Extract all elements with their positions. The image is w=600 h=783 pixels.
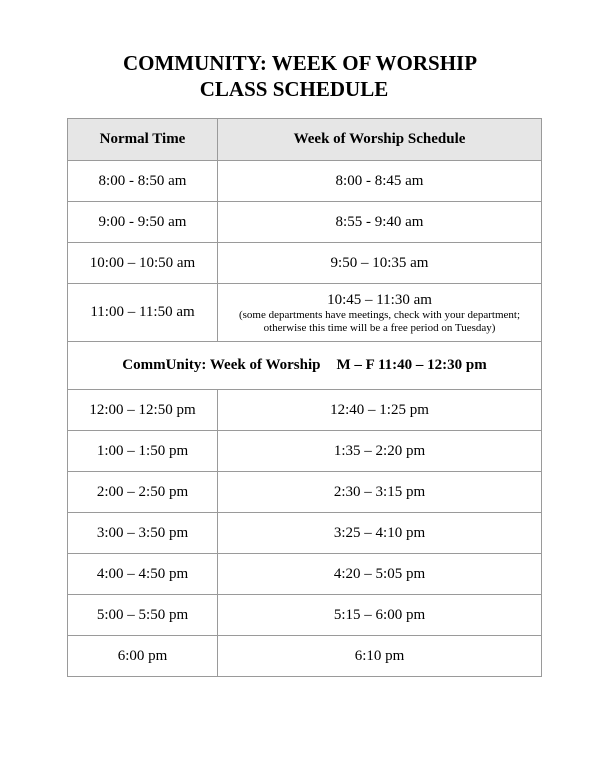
worship-time-cell: 8:00 - 8:45 am bbox=[218, 161, 542, 202]
header-row bbox=[68, 119, 542, 161]
worship-time-cell: 8:55 - 9:40 am bbox=[218, 202, 542, 243]
worship-time-cell: 4:20 – 5:05 pm bbox=[218, 554, 542, 595]
worship-time-cell: 1:35 – 2:20 pm bbox=[218, 431, 542, 472]
table-row bbox=[68, 243, 542, 284]
table-row bbox=[68, 472, 542, 513]
worship-banner-row bbox=[68, 342, 542, 390]
document-title bbox=[0, 50, 600, 102]
worship-time-text: 10:45 – 11:30 am bbox=[327, 291, 432, 308]
table-row-with-note bbox=[68, 284, 542, 342]
worship-time-cell: 6:10 pm bbox=[218, 636, 542, 677]
title-line-2: CLASS SCHEDULE bbox=[199, 77, 389, 101]
table-row bbox=[68, 636, 542, 677]
normal-time-cell: 11:00 – 11:50 am bbox=[68, 284, 218, 342]
worship-time-cell: 12:40 – 1:25 pm bbox=[218, 390, 542, 431]
worship-time-cell: 9:50 – 10:35 am bbox=[218, 243, 542, 284]
table-row bbox=[68, 431, 542, 472]
worship-banner-cell bbox=[68, 342, 542, 390]
normal-time-cell: 9:00 - 9:50 am bbox=[68, 202, 218, 243]
normal-time-header: Normal Time bbox=[68, 119, 218, 161]
table-row bbox=[68, 554, 542, 595]
banner-label: CommUnity: Week of Worship bbox=[122, 357, 321, 373]
worship-time-cell: 2:30 – 3:15 pm bbox=[218, 472, 542, 513]
table-row bbox=[68, 595, 542, 636]
worship-time-cell: 3:25 – 4:10 pm bbox=[218, 513, 542, 554]
normal-time-cell: 6:00 pm bbox=[68, 636, 218, 677]
normal-time-cell: 3:00 – 3:50 pm bbox=[68, 513, 218, 554]
worship-schedule-header: Week of Worship Schedule bbox=[218, 119, 542, 161]
worship-time-cell bbox=[218, 284, 542, 342]
table-row bbox=[68, 513, 542, 554]
title-line-1: COMMUNITY: WEEK OF WORSHIP bbox=[122, 51, 478, 75]
department-note-line-1: (some departments have meetings, check with your department; bbox=[238, 308, 521, 321]
normal-time-cell: 4:00 – 4:50 pm bbox=[68, 554, 218, 595]
department-note-line-2: otherwise this time will be a free period on Tuesday) bbox=[263, 321, 496, 334]
banner-days-time: M – F 11:40 – 12:30 pm bbox=[336, 357, 487, 373]
normal-time-cell: 1:00 – 1:50 pm bbox=[68, 431, 218, 472]
normal-time-cell: 8:00 - 8:50 am bbox=[68, 161, 218, 202]
schedule-table bbox=[67, 118, 542, 677]
normal-time-cell: 12:00 – 12:50 pm bbox=[68, 390, 218, 431]
table-row bbox=[68, 161, 542, 202]
normal-time-cell: 10:00 – 10:50 am bbox=[68, 243, 218, 284]
worship-time-cell: 5:15 – 6:00 pm bbox=[218, 595, 542, 636]
normal-time-cell: 5:00 – 5:50 pm bbox=[68, 595, 218, 636]
table-row bbox=[68, 202, 542, 243]
normal-time-cell: 2:00 – 2:50 pm bbox=[68, 472, 218, 513]
table-row bbox=[68, 390, 542, 431]
